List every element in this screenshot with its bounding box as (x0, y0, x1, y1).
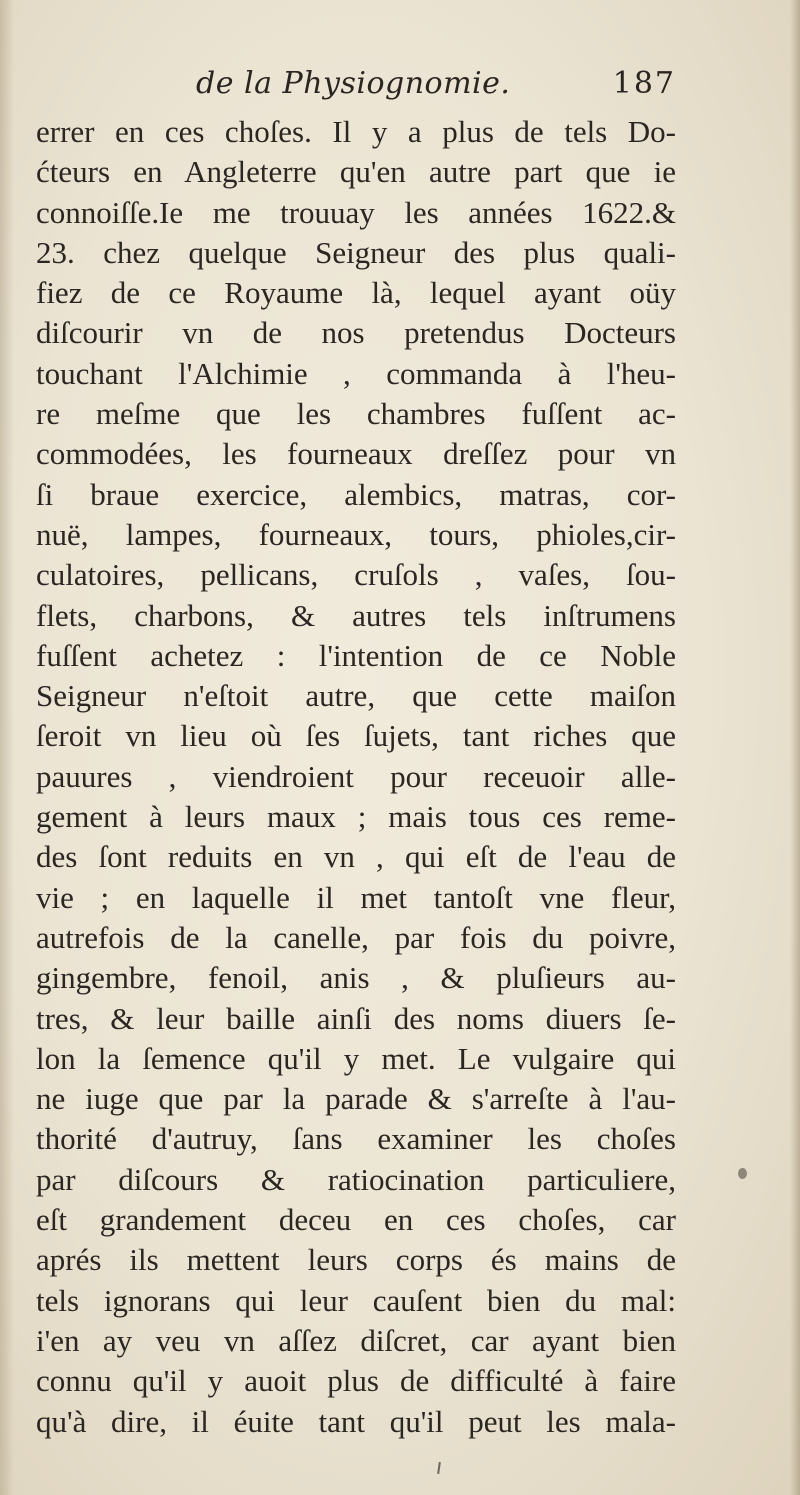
page-number: 187 (612, 66, 676, 101)
text-line: qu'à dire, il éuite tant qu'il peut les mala- (36, 1403, 676, 1439)
text-line: errer en ces choſes. Il y a plus de tels Do- (36, 114, 676, 149)
text-line: commodées, les fourneaux dreſſez pour vn (36, 436, 676, 472)
text-line: ne iuge que par la parade & s'arreſte à l'au- (36, 1081, 676, 1117)
text-line: ſeroit vn lieu où ſes ſujets, tant riches que (36, 718, 676, 754)
text-line: re meſme que les chambres fuſſent ac- (36, 396, 676, 432)
text-line: fuſſent achetez : l'intention de ce Noble (36, 637, 676, 673)
running-head: de la Physiognomie. (196, 66, 511, 101)
body-text (36, 112, 676, 1442)
text-line: connoiſſe.Ie me trouuay les années 1622.& (36, 194, 676, 230)
text-line: 23. chez quelque Seigneur des plus quali- (36, 234, 676, 270)
text-line: lon la ſemence qu'il y met. Le vulgaire qui (36, 1040, 676, 1076)
text-line: thorité d'autruy, ſans examiner les choſes (36, 1121, 676, 1157)
text-line: connu qu'il y auoit plus de difficulté à faire (36, 1363, 676, 1399)
text-line: gingembre, fenoil, anis , & pluſieurs au- (36, 960, 676, 996)
text-line: Seigneur n'eſtoit autre, que cette maiſon (36, 678, 676, 714)
page-shadow-left (0, 0, 14, 1495)
text-line: vie ; en laquelle il met tantoſt vne fleur, (36, 879, 676, 915)
text-line: tels ignorans qui leur cauſent bien du mal: (36, 1282, 676, 1318)
text-line: pauures , viendroient pour receuoir alle- (36, 758, 676, 794)
text-line: par diſcours & ratiocination particuliere, (36, 1161, 676, 1197)
text-line: ćteurs en Angleterre qu'en autre part que ie (36, 154, 676, 190)
text-line: aprés ils mettent leurs corps és mains de (36, 1242, 676, 1278)
text-line: tres, & leur baille ainſi des noms diuers ſe- (36, 1000, 676, 1036)
ink-speck (437, 1462, 441, 1474)
ink-spot (738, 1168, 747, 1179)
text-line: fiez de ce Royaume là, lequel ayant oüy (36, 275, 676, 311)
text-line: nuë, lampes, fourneaux, tours, phioles,cir- (36, 516, 676, 552)
text-line: gement à leurs maux ; mais tous ces reme- (36, 799, 676, 835)
page-shadow-right (790, 0, 800, 1495)
text-line: eſt grandement deceu en ces choſes, car (36, 1202, 676, 1238)
page-header (36, 66, 676, 106)
text-line: ſi braue exercice, alembics, matras, cor- (36, 476, 676, 512)
text-line: i'en ay veu vn aſſez diſcret, car ayant bien (36, 1322, 676, 1358)
text-line: touchant l'Alchimie , commanda à l'heu- (36, 355, 676, 391)
text-line: flets, charbons, & autres tels inſtrumens (36, 597, 676, 633)
text-line: culatoires, pellicans, cruſols , vaſes, ſou- (36, 557, 676, 593)
text-line: diſcourir vn de nos pretendus Docteurs (36, 315, 676, 351)
text-line: autrefois de la canelle, par fois du poivre, (36, 919, 676, 955)
text-line: des ſont reduits en vn , qui eſt de l'eau de (36, 839, 676, 875)
